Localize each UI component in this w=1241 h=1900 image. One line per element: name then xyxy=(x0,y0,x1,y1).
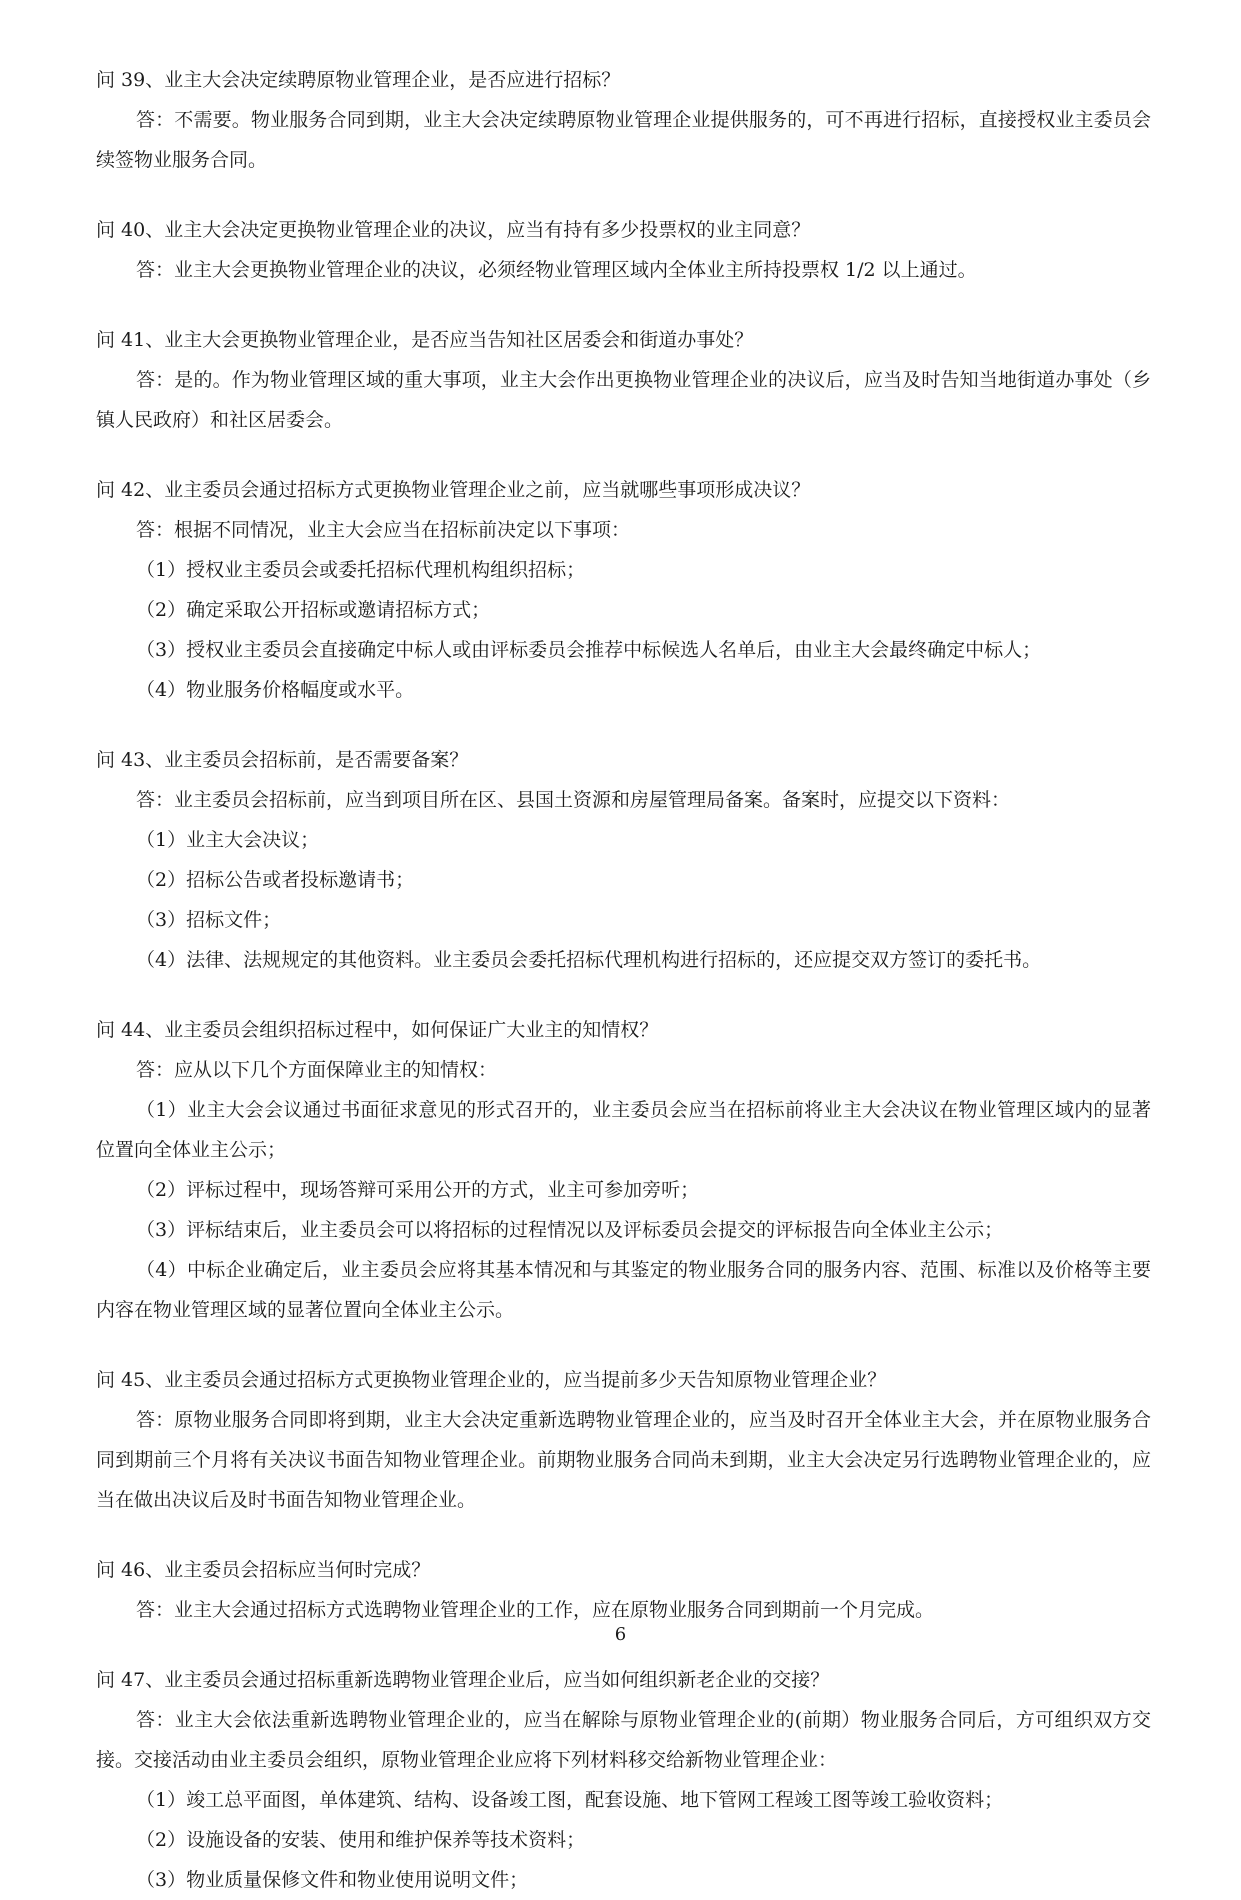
answer-list-item: （3）物业质量保修文件和物业使用说明文件； xyxy=(136,1869,529,1891)
question-text: 问 39、业主大会决定续聘原物业管理企业，是否应进行招标？ xyxy=(96,69,621,91)
answer-text: 答：不需要。物业服务合同到期，业主大会决定续聘原物业管理企业提供服务的，可不再进行招标，直接授权业主委员会续签物业服务合同。 xyxy=(96,109,1151,171)
question-text: 问 42、业主委员会通过招标方式更换物业管理企业之前，应当就哪些事项形成决议？ xyxy=(96,479,811,501)
answer-list-item: （2）设施设备的安装、使用和维护保养等技术资料； xyxy=(136,1829,586,1851)
page-number: 6 xyxy=(614,1624,627,1645)
answer-list-item: （4）物业服务价格幅度或水平。 xyxy=(136,679,415,701)
question-text: 问 40、业主大会决定更换物业管理企业的决议，应当有持有多少投票权的业主同意？ xyxy=(96,219,811,241)
answer-text: 答：应从以下几个方面保障业主的知情权： xyxy=(136,1059,498,1081)
answer-text: 答：业主委员会招标前，应当到项目所在区、县国土资源和房屋管理局备案。备案时，应提交以下资料： xyxy=(136,789,1011,811)
answer-list-item: （2）评标过程中，现场答辩可采用公开的方式，业主可参加旁听； xyxy=(136,1179,700,1201)
qa-section xyxy=(96,1360,1151,1520)
question-text: 问 41、业主大会更换物业管理企业，是否应当告知社区居委会和街道办事处？ xyxy=(96,329,754,351)
qa-section xyxy=(96,1550,1151,1630)
qa-section xyxy=(96,60,1151,180)
answer-text: 答：原物业服务合同即将到期，业主大会决定重新选聘物业管理企业的，应当及时召开全体业主大会，并在原物业服务合同到期前三个月将有关决议书面告知物业管理企业。前期物业服务合同尚未到期，业主大会决定另行选聘物业管理企业的，应当在做出决议后及时书面告知物业管理企业。 xyxy=(96,1409,1151,1511)
qa-section xyxy=(96,320,1151,440)
answer-text: 答：是的。作为物业管理区域的重大事项，业主大会作出更换物业管理企业的决议后，应当及时告知当地街道办事处（乡镇人民政府）和社区居委会。 xyxy=(96,369,1151,431)
answer-text: 答：业主大会通过招标方式选聘物业管理企业的工作，应在原物业服务合同到期前一个月完成。 xyxy=(136,1599,935,1621)
answer-list-item: （4）中标企业确定后，业主委员会应将其基本情况和与其鉴定的物业服务合同的服务内容、范围、标准以及价格等主要内容在物业管理区域的显著位置向全体业主公示。 xyxy=(96,1259,1151,1321)
answer-list-item: （4）法律、法规规定的其他资料。业主委员会委托招标代理机构进行招标的，还应提交双方签订的委托书。 xyxy=(136,949,1042,971)
qa-section xyxy=(96,210,1151,290)
qa-section xyxy=(96,1660,1151,1900)
answer-list-item: （2）确定采取公开招标或邀请招标方式； xyxy=(136,599,491,621)
question-text: 问 47、业主委员会通过招标重新选聘物业管理企业后，应当如何组织新老企业的交接？ xyxy=(96,1669,830,1691)
answer-list-item: （2）招标公告或者投标邀请书； xyxy=(136,869,415,891)
qa-section xyxy=(96,1010,1151,1330)
question-text: 问 44、业主委员会组织招标过程中，如何保证广大业主的知情权？ xyxy=(96,1019,659,1041)
answer-text: 答：业主大会更换物业管理企业的决议，必须经物业管理区域内全体业主所持投票权 1/2 以上通过。 xyxy=(136,259,977,281)
qa-section xyxy=(96,470,1151,710)
answer-list-item: （1）竣工总平面图，单体建筑、结构、设备竣工图，配套设施、地下管网工程竣工图等竣工验收资料； xyxy=(136,1789,1004,1811)
question-text: 问 46、业主委员会招标应当何时完成？ xyxy=(96,1559,431,1581)
question-text: 问 43、业主委员会招标前，是否需要备案？ xyxy=(96,749,469,771)
answer-list-item: （1）授权业主委员会或委托招标代理机构组织招标； xyxy=(136,559,586,581)
question-text: 问 45、业主委员会通过招标方式更换物业管理企业的，应当提前多少天告知原物业管理企业？ xyxy=(96,1369,887,1391)
answer-list-item: （3）招标文件； xyxy=(136,909,282,931)
answer-list-item: （1）业主大会决议； xyxy=(136,829,320,851)
qa-section xyxy=(96,740,1151,980)
answer-list-item: （3）授权业主委员会直接确定中标人或由评标委员会推荐中标候选人名单后，由业主大会最终确定中标人； xyxy=(136,639,1042,661)
answer-text: 答：根据不同情况，业主大会应当在招标前决定以下事项： xyxy=(136,519,631,541)
answer-list-item: （1）业主大会会议通过书面征求意见的形式召开的，业主委员会应当在招标前将业主大会决议在物业管理区域内的显著位置向全体业主公示； xyxy=(96,1099,1151,1161)
answer-text: 答：业主大会依法重新选聘物业管理企业的，应当在解除与原物业管理企业的(前期）物业服务合同后，方可组织双方交接。交接活动由业主委员会组织，原物业管理企业应将下列材料移交给新物业管理企业： xyxy=(96,1709,1151,1771)
answer-list-item: （3）评标结束后，业主委员会可以将招标的过程情况以及评标委员会提交的评标报告向全体业主公示； xyxy=(136,1219,1004,1241)
